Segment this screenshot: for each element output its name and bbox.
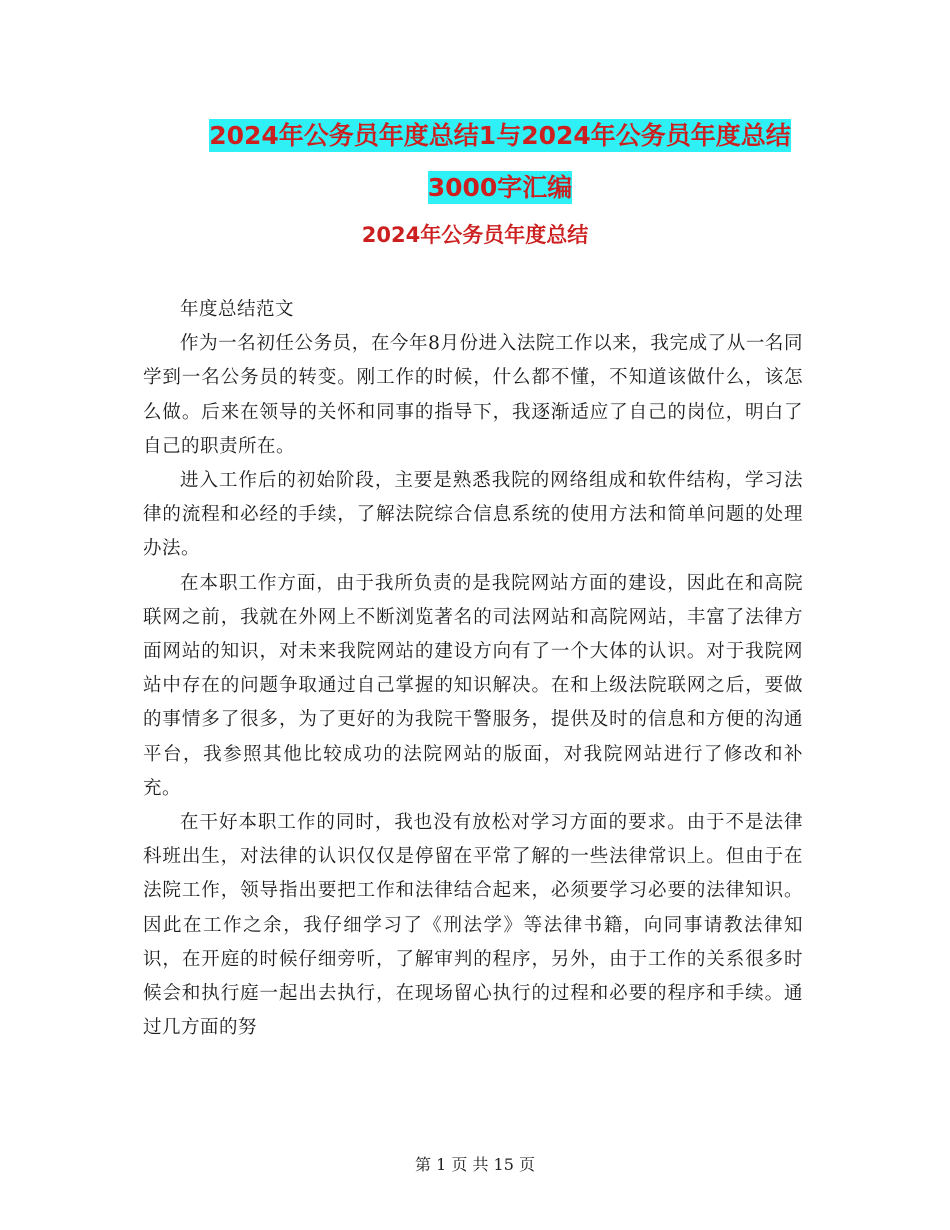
section-title: 2024年公务员年度总结 bbox=[361, 223, 589, 247]
paragraph: 在本职工作方面，由于我所负责的是我院网站方面的建设，因此在和高院联网之前，我就在外网上不断浏览著名的司法网站和高院网站，丰富了法律方面网站的知识，对未来我院网站的建设方向有了一个大体的认识。对于我院网站中存在的问题争取通过自己掌握的知识解决。在和上级法院联网之后，要做的事情多了很多，为了更好的为我院干警服务，提供及时的信息和方便的沟通平台，我参照其他比较成功的法院网站的版面，对我院网站进行了修改和补充。 bbox=[143, 572, 803, 799]
paragraph: 在干好本职工作的同时，我也没有放松对学习方面的要求。由于不是法律科班出生，对法律的认识仅仅是停留在平常了解的一些法律常识上。但由于在法院工作，领导指出要把工作和法律结合起来，必须要学习必要的法律知识。因此在工作之余，我仔细学习了《刑法学》等法律书籍，向同事请教法律知识，在开庭的时候仔细旁听，了解审判的程序，另外，由于工作的关系很多时候会和执行庭一起出去执行，在现场留心执行的过程和必要的程序和手续。通过几方面的努 bbox=[143, 812, 803, 1039]
document-title-line1: 2024年公务员年度总结1与2024年公务员年度总结 bbox=[209, 121, 791, 150]
document-body bbox=[143, 293, 803, 1045]
paragraph: 作为一名初任公务员，在今年8月份进入法院工作以来，我完成了从一名同学到一名公务员的转变。刚工作的时候，什么都不懂，不知道该做什么，该怎么做。后来在领导的关怀和同事的指导下，我逐渐适应了自己的岗位，明白了自己的职责所在。 bbox=[143, 333, 803, 457]
page-footer: 第 1 页 共 15 页 bbox=[415, 1155, 535, 1174]
document-title bbox=[140, 110, 860, 214]
document-title-line2: 3000字汇编 bbox=[427, 173, 573, 202]
paragraph: 进入工作后的初始阶段，主要是熟悉我院的网络组成和软件结构，学习法律的流程和必经的手续，了解法院综合信息系统的使用方法和简单问题的处理办法。 bbox=[143, 470, 803, 560]
paragraph-heading: 年度总结范文 bbox=[180, 299, 295, 320]
